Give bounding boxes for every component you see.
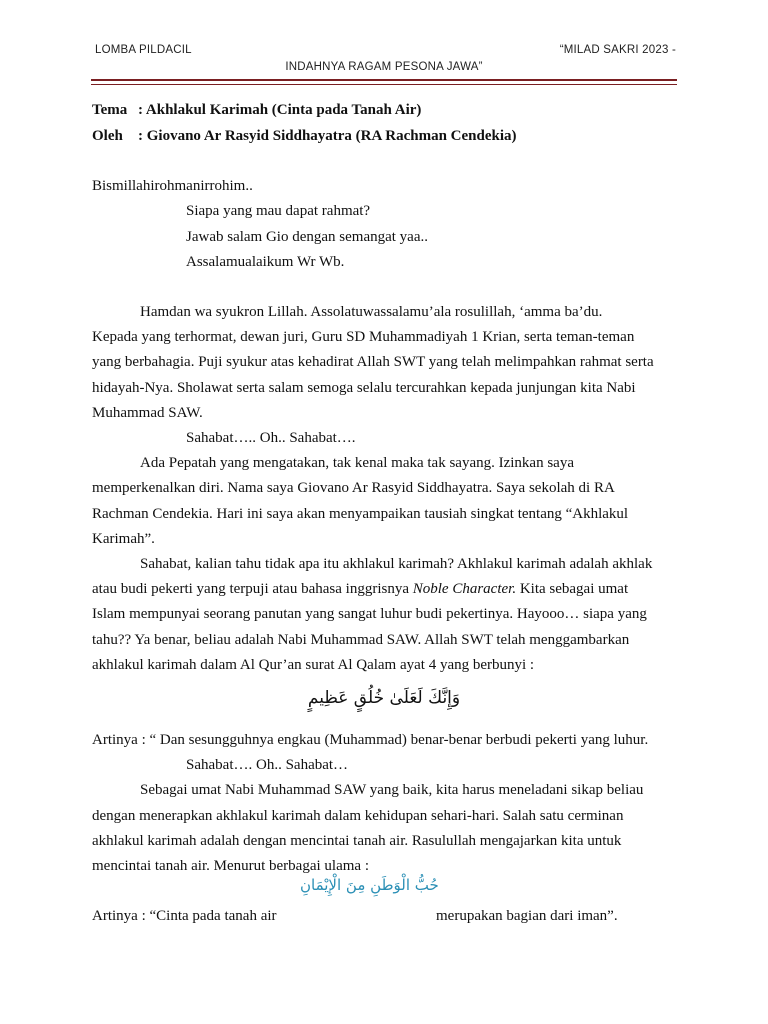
paragraph-line: akhlakul karimah dalam Al Qur’an surat Al Qalam ayat 4 yang berbunyi : xyxy=(92,657,535,673)
header-rule-thin xyxy=(91,84,677,85)
oleh-label: Oleh xyxy=(92,128,123,144)
paragraph-line: akhlakul karimah adalah dengan mencintai tanah air. Rasulullah mengajarkan kita untuk xyxy=(92,833,622,849)
paragraph-line: Muhammad SAW. xyxy=(92,405,203,421)
header-rule-thick xyxy=(91,79,677,81)
translation-line-start: Artinya : “Cinta pada tanah air xyxy=(92,908,277,924)
paragraph-line: Ada Pepatah yang mengatakan, tak kenal maka tak sayang. Izinkan saya xyxy=(140,455,574,471)
paragraph-line: Sebagai umat Nabi Muhammad SAW yang baik, kita harus meneladani sikap beliau xyxy=(140,782,644,798)
header-subtitle: INDAHNYA RAGAM PESONA JAWA” xyxy=(285,61,483,73)
header-right: “MILAD SAKRI 2023 - xyxy=(559,44,676,56)
oleh-line xyxy=(92,128,517,145)
paragraph-line: hidayah-Nya. Sholawat serta salam semoga selalu tercurahkan kepada junjungan kita Nabi xyxy=(92,380,636,396)
opening-line: Jawab salam Gio dengan semangat yaa.. xyxy=(186,229,428,245)
sahabat-line: Sahabat…. Oh.. Sahabat… xyxy=(186,757,349,773)
italic-term: Noble Character. xyxy=(412,581,517,597)
tema-value: : Akhlakul Karimah (Cinta pada Tanah Air) xyxy=(138,102,422,118)
tema-label: Tema xyxy=(92,102,128,118)
tema-line xyxy=(92,102,421,119)
paragraph-line: Karimah”. xyxy=(92,531,155,547)
arabic-hadith: حُبُّ الْوَطَنِ مِنَ الْإِيْمَانِ xyxy=(300,876,439,894)
paragraph-line: yang berbahagia. Puji syukur atas kehadirat Allah SWT yang telah melimpahkan rahmat serta xyxy=(92,354,654,370)
translation-line-end: merupakan bagian dari iman”. xyxy=(436,908,618,924)
paragraph-line: Hamdan wa syukron Lillah. Assolatuwassalamu’ala rosulillah, ‘amma ba’du. xyxy=(140,304,603,320)
translation-line: Artinya : “ Dan sesungguhnya engkau (Muhammad) benar-benar berbudi pekerti yang luhur. xyxy=(92,732,649,748)
arabic-verse: وَإِنَّكَ لَعَلَىٰ خُلُقٍ عَظِيمٍ xyxy=(307,688,461,708)
oleh-value: : Giovano Ar Rasyid Siddhayatra (RA Rachman Cendekia) xyxy=(138,128,517,144)
paragraph-line: Sahabat, kalian tahu tidak apa itu akhlakul karimah? Akhlakul karimah adalah akhlak xyxy=(140,556,653,572)
paragraph-line: Islam mempunyai seorang panutan yang sangat luhur budi pekertinya. Hayooo… siapa yang xyxy=(92,606,647,622)
paragraph-line: Kepada yang terhormat, dewan juri, Guru SD Muhammadiyah 1 Krian, serta teman-teman xyxy=(92,329,635,345)
header-left: LOMBA PILDACIL xyxy=(95,44,192,56)
paragraph-line xyxy=(92,581,628,598)
text-span: Kita sebagai umat xyxy=(516,581,629,597)
sahabat-line: Sahabat….. Oh.. Sahabat…. xyxy=(186,430,356,446)
paragraph-line: Rachman Cendekia. Hari ini saya akan menyampaikan tausiah singkat tentang “Akhlakul xyxy=(92,506,629,522)
paragraph-line: mencintai tanah air. Menurut berbagai ulama : xyxy=(92,858,369,874)
paragraph-line: tahu?? Ya benar, beliau adalah Nabi Muhammad SAW. Allah SWT telah menggambarkan xyxy=(92,632,630,648)
paragraph-line: dengan menerapkan akhlakul karimah dalam kehidupan sehari-hari. Salah satu cerminan xyxy=(92,808,624,824)
paragraph-line: memperkenalkan diri. Nama saya Giovano Ar Rasyid Siddhayatra. Saya sekolah di RA xyxy=(92,480,615,496)
opening-line: Siapa yang mau dapat rahmat? xyxy=(186,203,371,219)
bismillah: Bismillahirohmanirrohim.. xyxy=(92,178,253,194)
opening-line: Assalamualaikum Wr Wb. xyxy=(186,254,345,270)
text-span: atau budi pekerti yang terpuji atau bahasa inggrisnya xyxy=(92,581,413,597)
